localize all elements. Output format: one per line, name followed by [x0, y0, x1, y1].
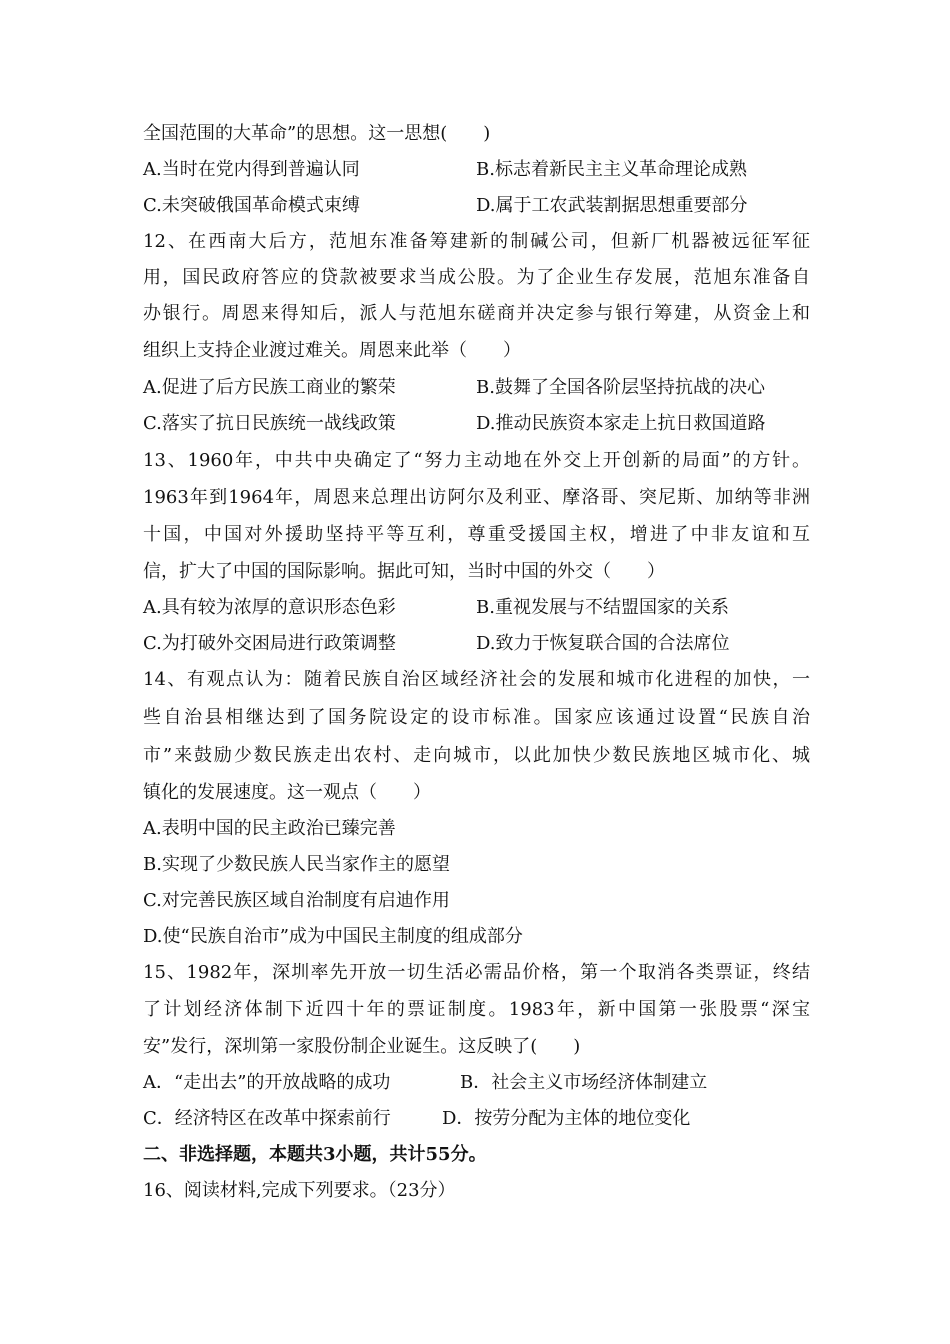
q15-option-c: C．经济特区在改革中探索前行	[143, 1108, 391, 1129]
q13-option-a: A.具有较为浓厚的意识形态色彩	[143, 597, 396, 618]
q13-stem-line: 13、1960年，中共中央确定了“努力主动地在外交上开创新的局面”的方针。	[143, 450, 810, 471]
q11-stem: 全国范围的大革命”的思想。这一思想( )	[143, 123, 491, 144]
q14-option-a: A.表明中国的民主政治已臻完善	[143, 818, 396, 839]
q12-stem-line: 办银行。周恩来得知后，派人与范旭东磋商并决定参与银行筹建，从资金上和	[143, 303, 810, 324]
q12-stem-line: 12、在西南大后方，范旭东准备筹建新的制碱公司，但新厂机器被远征军征	[143, 231, 810, 252]
q11-option-c: C.未突破俄国革命模式束缚	[143, 195, 360, 216]
q14-stem-line: 些自治县相继达到了国务院设定的设市标准。国家应该通过设置“民族自治	[143, 707, 810, 728]
q15-option-b: B．社会主义市场经济体制建立	[460, 1072, 708, 1093]
section-2-title: 二、非选择题，本题共3小题，共计55分。	[143, 1144, 487, 1165]
q11-option-d: D.属于工农武装割据思想重要部分	[476, 195, 748, 216]
q15-option-d: D．按劳分配为主体的地位变化	[442, 1108, 691, 1129]
q15-option-a: A．“走出去”的开放战略的成功	[143, 1072, 391, 1093]
q12-option-c: C.落实了抗日民族统一战线政策	[143, 413, 396, 434]
q12-stem-line: 用，国民政府答应的贷款被要求当成公股。为了企业生存发展，范旭东准备自	[143, 267, 810, 288]
q14-option-c: C.对完善民族区域自治制度有启迪作用	[143, 890, 450, 911]
q15-stem-line: 安”发行，深圳第一家股份制企业诞生。这反映了( )	[143, 1036, 581, 1057]
q14-stem-line: 镇化的发展速度。这一观点（ ）	[143, 782, 431, 803]
q12-option-a: A.促进了后方民族工商业的繁荣	[143, 377, 396, 398]
q11-option-b: B.标志着新民主主义革命理论成熟	[476, 159, 747, 180]
q14-option-b: B.实现了少数民族人民当家作主的愿望	[143, 854, 450, 875]
q14-stem-line: 市”来鼓励少数民族走出农村、走向城市，以此加快少数民族地区城市化、城	[143, 745, 810, 766]
q14-option-d: D.使“民族自治市”成为中国民主制度的组成部分	[143, 926, 523, 947]
q14-stem-line: 14、有观点认为：随着民族自治区域经济社会的发展和城市化进程的加快，一	[143, 669, 810, 690]
q12-option-b: B.鼓舞了全国各阶层坚持抗战的决心	[476, 377, 765, 398]
q13-option-c: C.为打破外交困局进行政策调整	[143, 633, 396, 654]
q15-stem-line: 了计划经济体制下近四十年的票证制度。1983年，新中国第一张股票“深宝	[143, 999, 810, 1020]
q16-stem: 16、阅读材料,完成下列要求。（23分）	[143, 1180, 456, 1201]
q15-stem-line: 15、1982年，深圳率先开放一切生活必需品价格，第一个取消各类票证，终结	[143, 962, 810, 983]
q12-option-d: D.推动民族资本家走上抗日救国道路	[476, 413, 766, 434]
q13-stem-line: 十国，中国对外援助坚持平等互利，尊重受援国主权，增进了中非友谊和互	[143, 524, 810, 545]
q13-stem-line: 1963年到1964年，周恩来总理出访阿尔及利亚、摩洛哥、突尼斯、加纳等非洲	[143, 487, 810, 508]
q13-option-b: B.重视发展与不结盟国家的关系	[476, 597, 729, 618]
q12-stem-line: 组织上支持企业渡过难关。周恩来此举（ ）	[143, 340, 521, 361]
q13-option-d: D.致力于恢复联合国的合法席位	[476, 633, 730, 654]
q11-option-a: A.当时在党内得到普遍认同	[143, 159, 360, 180]
q13-stem-line: 信，扩大了中国的国际影响。据此可知，当时中国的外交（ ）	[143, 561, 665, 582]
